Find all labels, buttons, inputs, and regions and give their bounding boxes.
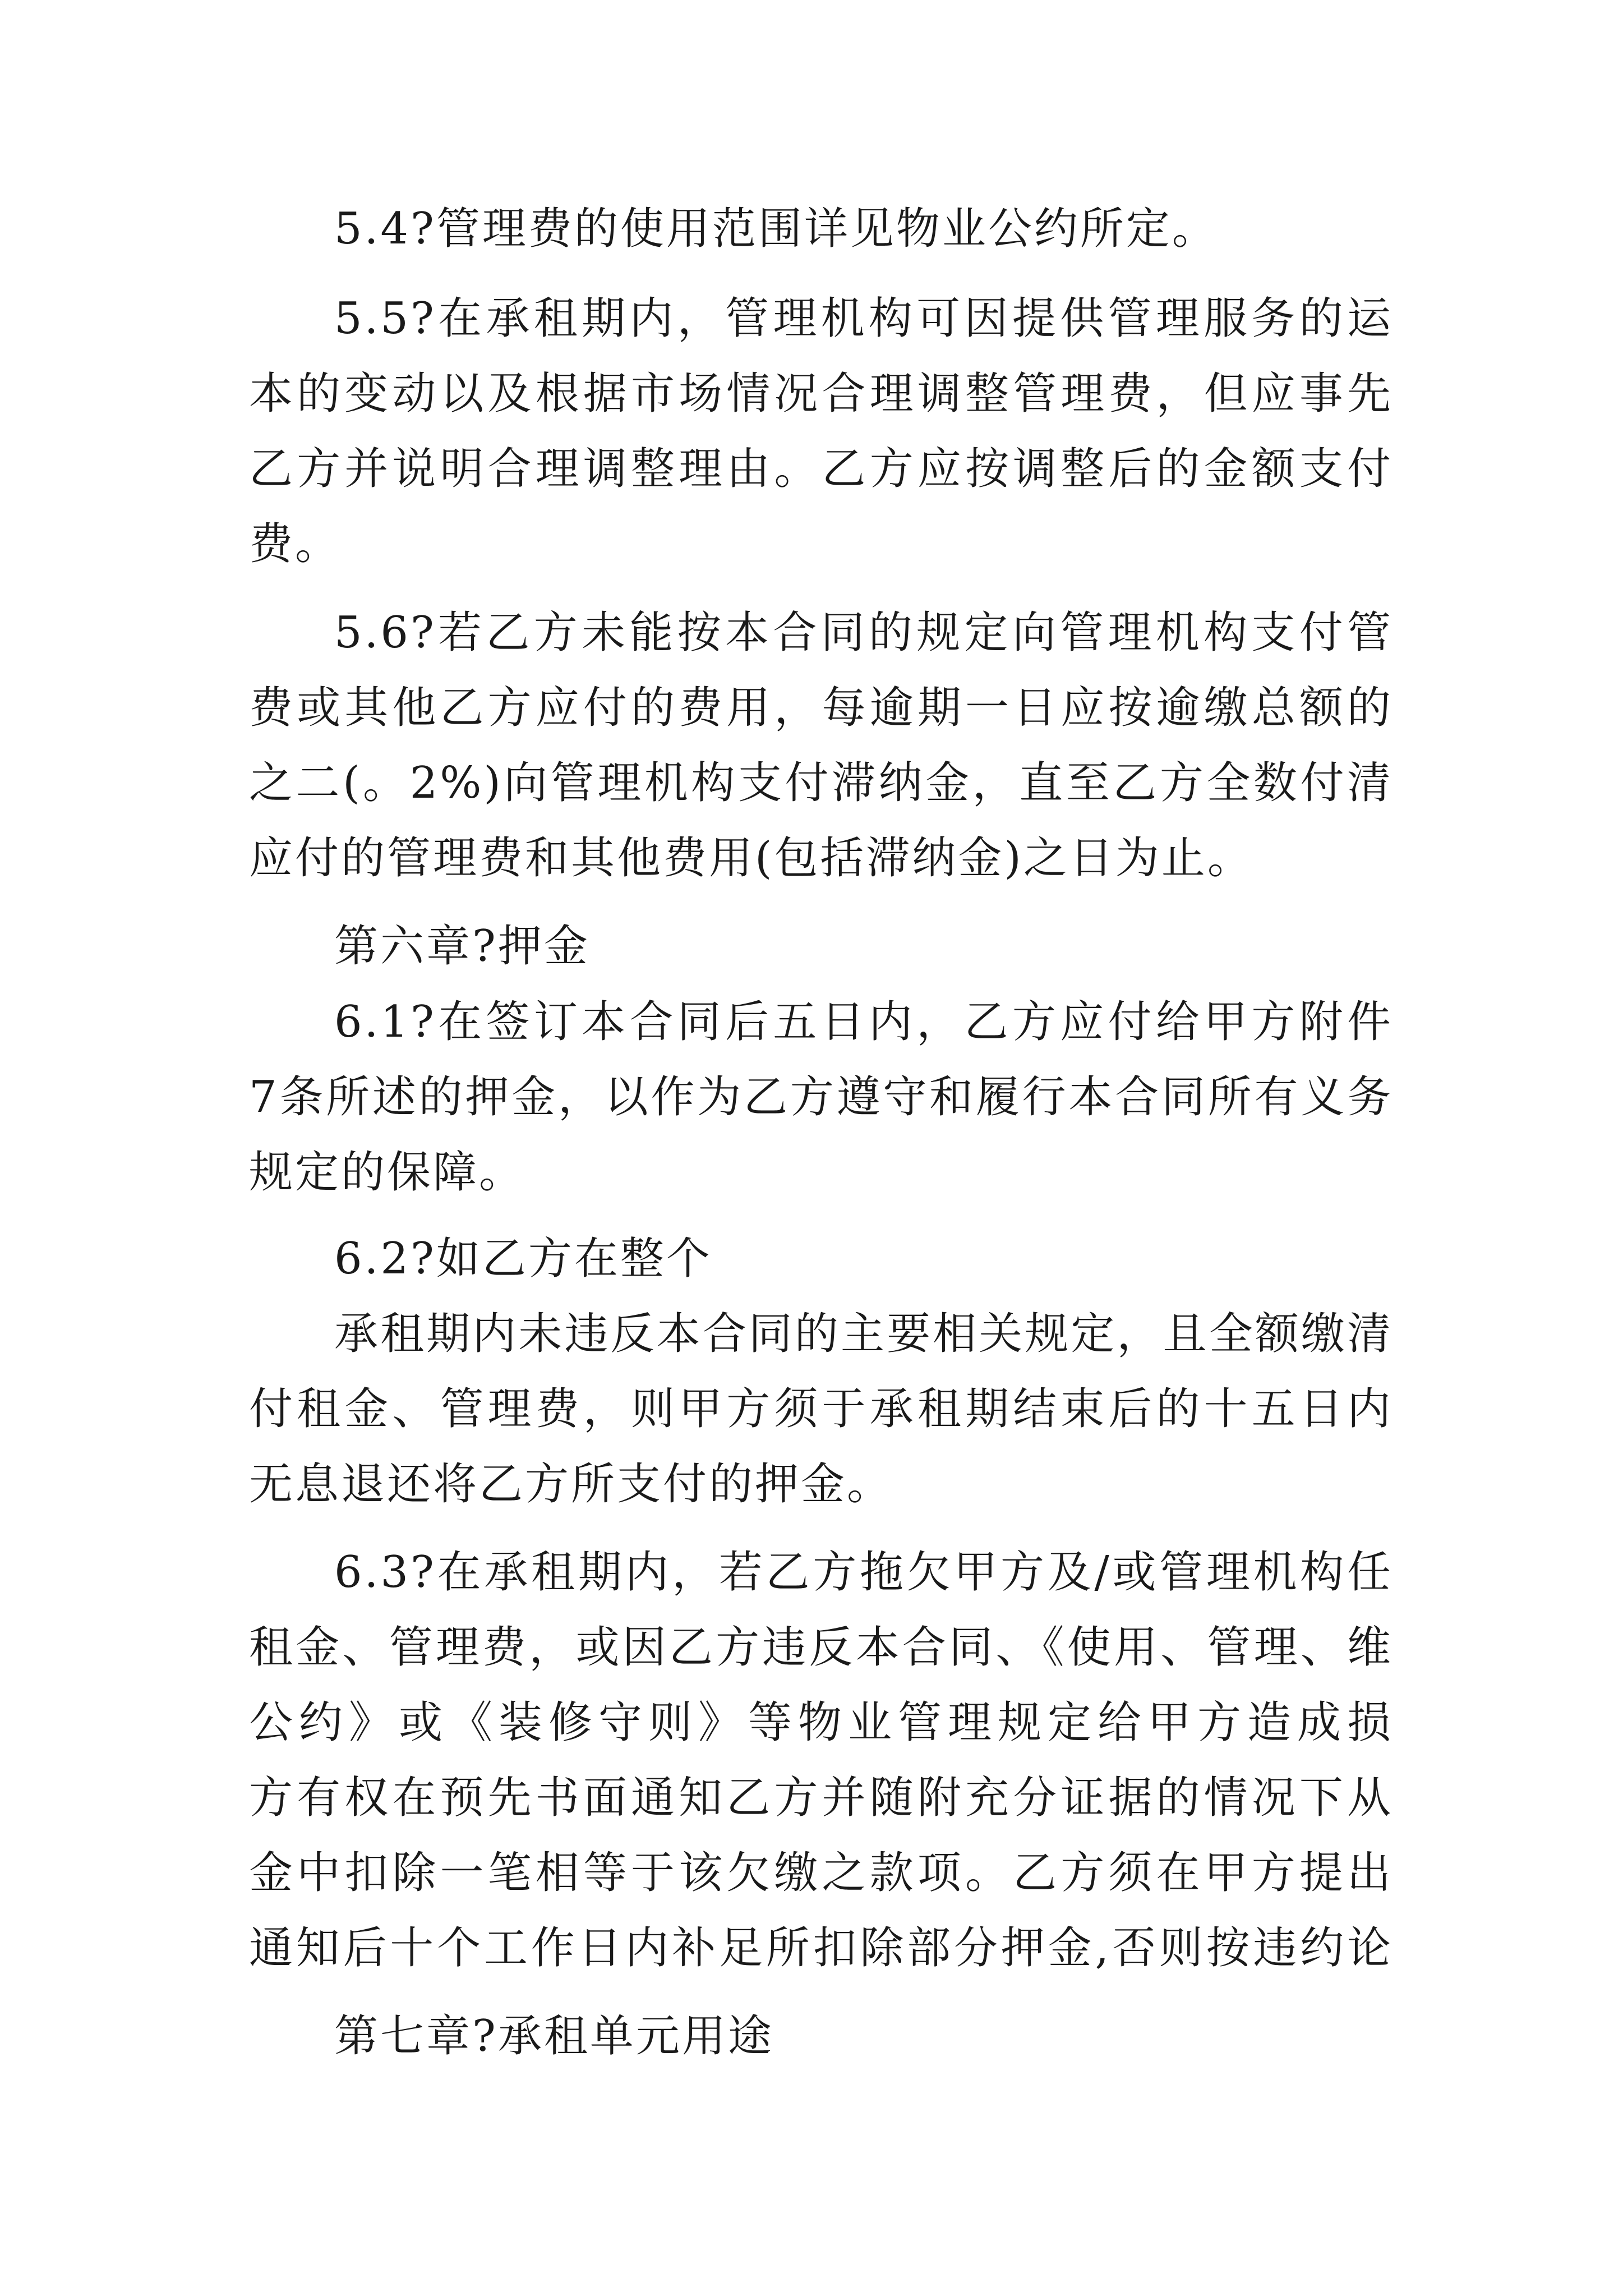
text-line: 应付的管理费和其他费用(包括滞纳金)之日为止。 xyxy=(249,833,1253,884)
text-line: 方有权在预先书面通知乙方并随附充分证据的情况下从 xyxy=(249,1773,1393,1823)
text-line-6-3: 6.3?在承租期内，若乙方拖欠甲方及/或管理机构任 xyxy=(334,1547,1393,1598)
text-line: 7条所述的押金，以作为乙方遵守和履行本合同所有义务 xyxy=(249,1072,1393,1122)
text-line-5-5: 5.5?在承租期内，管理机构可因提供管理服务的运 xyxy=(334,293,1393,344)
text-line: 之二(。2%)向管理机构支付滞纳金，直至乙方全数付清 xyxy=(249,758,1393,808)
text-line: 金中扣除一笔相等于该欠缴之款项。乙方须在甲方提出 xyxy=(249,1848,1393,1898)
chapter-heading-7: 第七章?承租单元用途 xyxy=(334,2011,774,2062)
text-line: 费。 xyxy=(249,519,342,569)
text-line: 费或其他乙方应付的费用，每逾期一日应按逾缴总额的 xyxy=(249,683,1393,733)
text-line: 承租期内未违反本合同的主要相关规定，且全额缴清 xyxy=(334,1309,1393,1359)
text-line: 乙方并说明合理调整理由。乙方应按调整后的金额支付 xyxy=(249,444,1393,494)
text-line: 付租金、管理费，则甲方须于承租期结束后的十五日内 xyxy=(249,1384,1393,1434)
text-line: 通知后十个工作日内补足所扣除部分押金,否则按违约论 xyxy=(249,1923,1393,1973)
text-line-6-1: 6.1?在签订本合同后五日内，乙方应付给甲方附件 xyxy=(334,997,1393,1047)
text-line: 规定的保障。 xyxy=(249,1147,525,1198)
text-line-5-4: 5.4?管理费的使用范围详见物业公约所定。 xyxy=(334,204,1218,254)
text-line: 租金、管理费，或因乙方违反本合同、《使用、管理、维 xyxy=(249,1622,1393,1673)
text-line: 公约》或《装修守则》等物业管理规定给甲方造成损 xyxy=(249,1697,1393,1748)
text-line-5-6: 5.6?若乙方未能按本合同的规定向管理机构支付管 xyxy=(334,608,1393,658)
text-line: 本的变动以及根据市场情况合理调整管理费，但应事先 xyxy=(249,369,1393,419)
text-line-6-2: 6.2?如乙方在整个 xyxy=(334,1234,712,1284)
chapter-heading-6: 第六章?押金 xyxy=(334,921,590,972)
text-line: 无息退还将乙方所支付的押金。 xyxy=(249,1459,893,1510)
